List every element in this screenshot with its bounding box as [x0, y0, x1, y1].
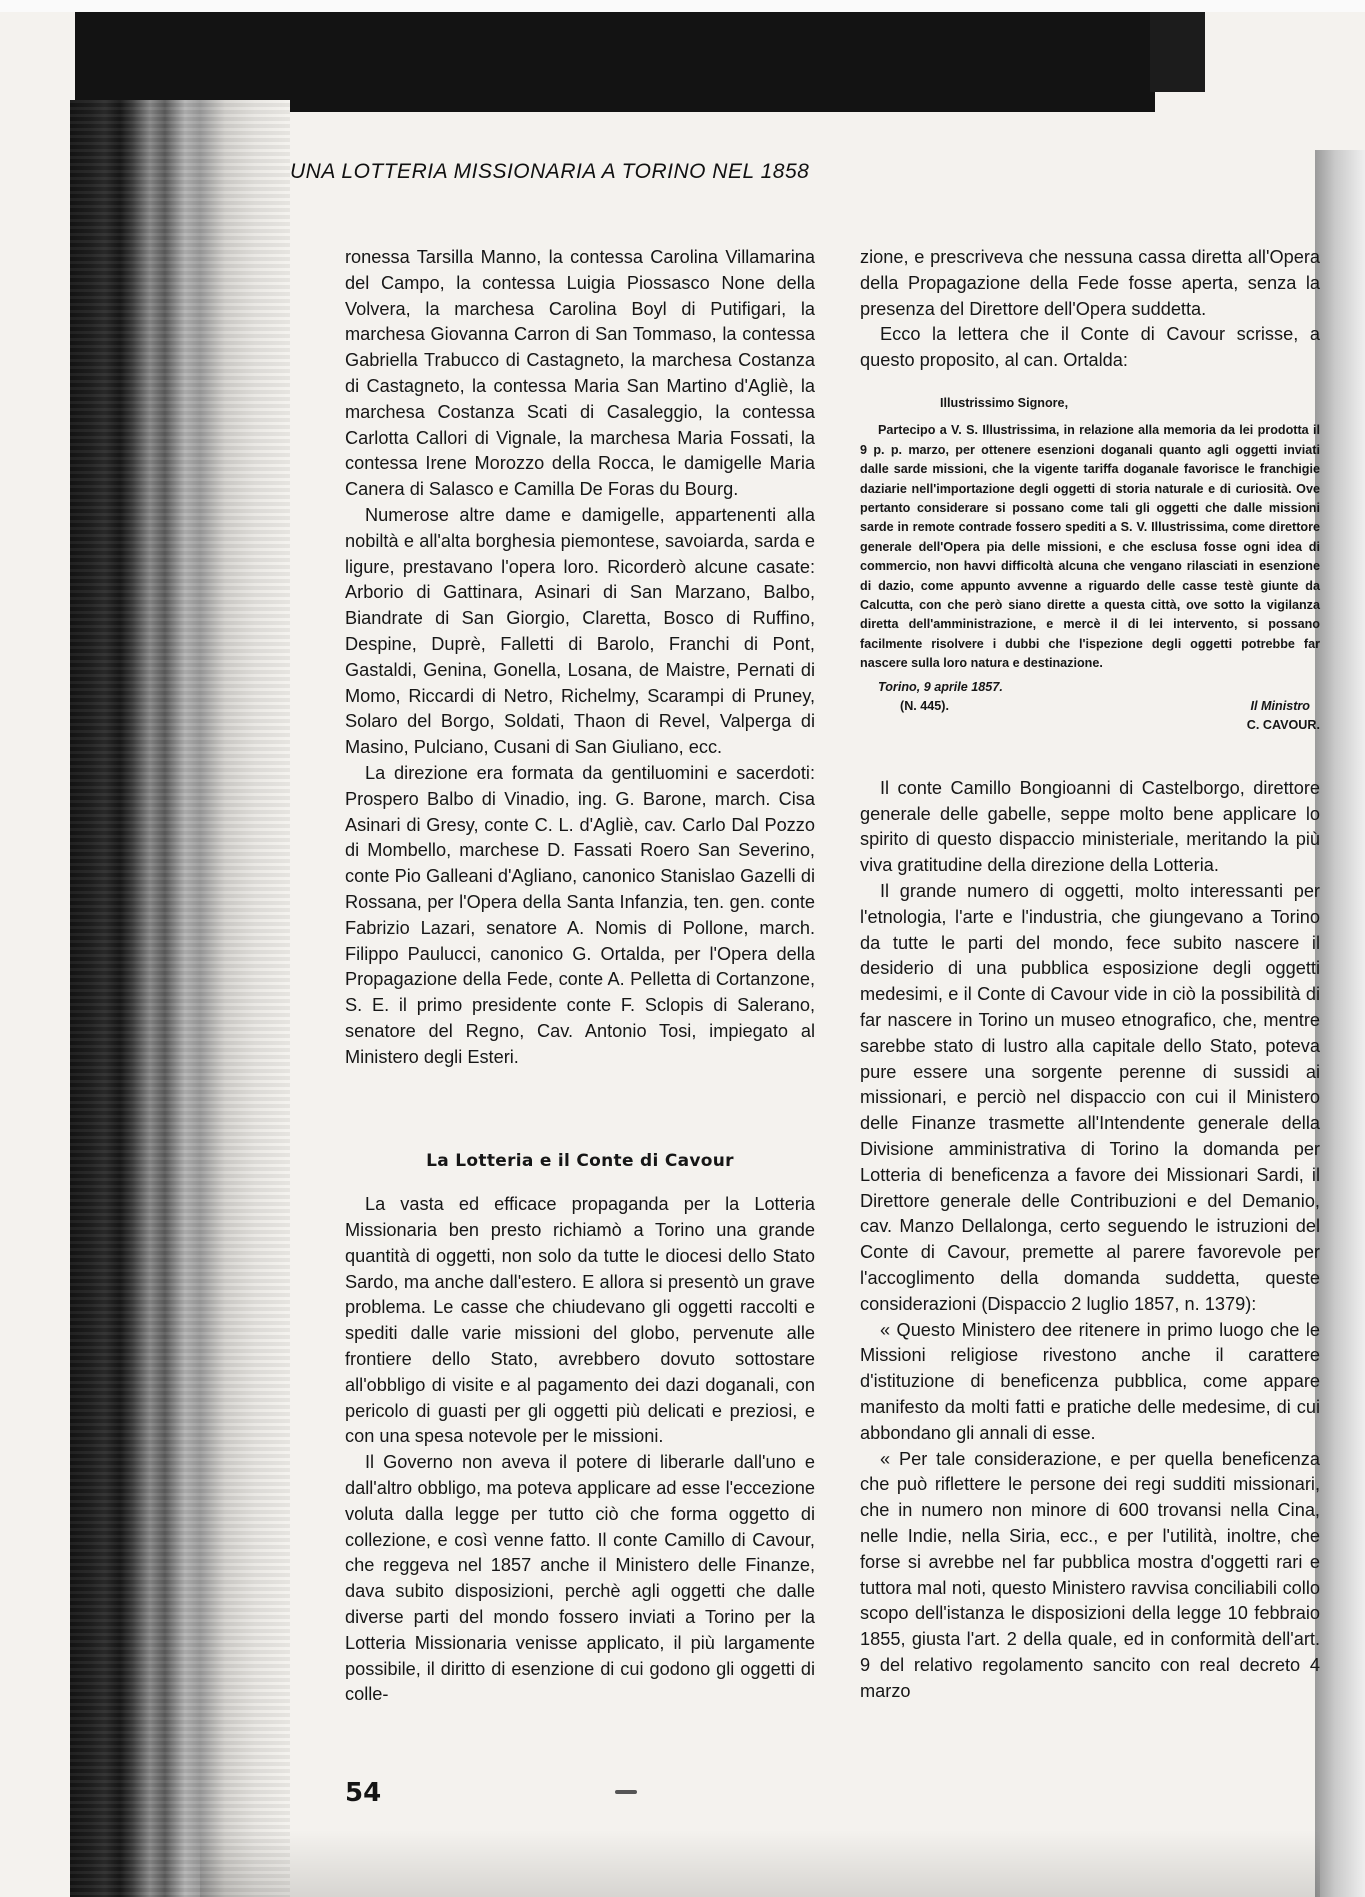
paragraph: Ecco la lettera che il Conte di Cavour scrisse, a questo proposito, al can. Ortalda:: [860, 324, 1320, 371]
paragraph: ronessa Tarsilla Manno, la contessa Carolina Villamarina del Campo, la contessa Luigia Piossasco None della Volvera, la marchesa Carolina Boyl di Putifigari, la marchesa Giovanna Carron di San Tommaso, la contessa Gabriella Trabucco di Castagneto, la marchesa Costanza di Castagneto, la contessa Maria San Martino d'Agliè, la marchesa Costanza Scati di Casaleggio, la contessa Carlotta Callori di Vignale, la marchesa Maria Fossati, la contessa Irene Morozzo della Rocca, le damigelle Maria Canera di Salasco e Camilla De Foras du Bourg.: [345, 247, 815, 500]
paragraph: « Per tale considerazione, e per quella beneficenza che può riflettere le persone dei regi sudditi missionari, che in numero non minore di 600 trovansi nella Cina, nelle Indie, nella Siria, ecc., e per l'utilità, inoltre, che forse si avrebbe nel far pubblica mostra d'oggetti rari e tuttora mal noti, questo Ministero ravvisa conciliabili collo scopo dell'istanza le disposizioni della legge 10 febbraio 1855, giusta l'art. 2 della quale, ed in conformità dell'art. 9 del relativo regolamento sancito con real decreto 4 marzo: [860, 1448, 1320, 1701]
letter-signature-row: [900, 697, 1320, 716]
letter-number: (N. 445).: [900, 699, 949, 714]
letter-date: Torino, 9 aprile 1857.: [878, 679, 1003, 694]
letter-salutation: Illustrissimo Signore,: [940, 395, 1069, 410]
scan-top-margin: [0, 0, 1365, 12]
left-column: [345, 245, 815, 1708]
scan-right-edge: [1315, 150, 1365, 1897]
letter-signature: C. CAVOUR.: [1246, 718, 1320, 733]
paragraph: Il grande numero di oggetti, molto interessanti per l'etnologia, l'arte e l'industria, che giungevano a Torino da tutte le parti del mondo, fece subito nascere il desiderio di una pubblica esposizione degli oggetti medesimi, e il Conte di Cavour vide in ciò la possibilità di far nascere in Torino un museo etnografico, che, mentre sarebbe stato di lustro alla capitale dello Stato, poteva pure essere una sorgente perenne di sussidi ai missionari, e perciò nel dispaccio con cui il Ministero delle Finanze trasmette all'Intendente generale della Divisione amministrativa di Torino la domanda per Lotteria di beneficenza a favore dei Missionari Sardi, il Direttore generale delle Contribuzioni e del Demanio, cav. Manzo Dellalonga, certo seguendo le istruzioni del Conte di Cavour, premette al parere favorevole per l'accoglimento della domanda suddetta, queste considerazioni (Dispaccio 2 luglio 1857, n. 1379):: [860, 881, 1320, 1314]
book-binding-shadow: [70, 100, 290, 1897]
paragraph: La direzione era formata da gentiluomini e sacerdoti: Prospero Balbo di Vinadio, ing. G. Barone, march. Cisa Asinari di Gresy, conte C. L. d'Agliè, cav. Carlo Dal Pozzo di Mombello, marchese D. Fassati Roero San Severino, conte Pio Galleani d'Agliano, canonico Stanislao Gazelli di Rossana, per l'Opera della Santa Infanzia, ten. gen. conte Fabrizio Lazari, senatore A. Nomis di Pollone, march. Filippo Paulucci, canonico G. Ortalda, per l'Opera della Propagazione della Fede, conte A. Pelletta di Cortanzone, S. E. il primo presidente conte F. Sclopis di Salerano, senatore del Regno, Cav. Antonio Tosi, impiegato al Ministero degli Esteri.: [345, 762, 815, 1067]
scan-bottom-shadow: [200, 1830, 1320, 1897]
paragraph: Il conte Camillo Bongioanni di Castelborgo, direttore generale delle gabelle, seppe molto bene applicare lo spirito di questo dispaccio ministeriale, meritando la più viva gratitudine della direzione della Lotteria.: [860, 777, 1320, 876]
paragraph: Il Governo non aveva il potere di liberarle dall'uno e dall'altro obbligo, ma poteva applicare ad esse l'eccezione voluta dalla legge per tutto ciò che forma oggetto di collezione, e così venne fatto. Il conte Camillo di Cavour, che reggeva nel 1857 anche il Ministero delle Finanze, dava subito disposizioni, perchè agli oggetti che dalle diverse parti del mondo fossero inviati a Torino per la Lotteria Missionaria venisse applicato, il più largamente possibile, il diritto di esenzione di cui godono gli oggetti di colle-: [345, 1452, 815, 1705]
right-column-body: [860, 776, 1320, 1705]
section-heading: La Lotteria e il Conte di Cavour: [426, 1150, 734, 1171]
letter-minister-title: Il Ministro: [1250, 699, 1310, 714]
paragraph: Numerose altre dame e damigelle, appartenenti alla nobiltà e all'alta borghesia piemontese, savoiarda, sarda e ligure, prestavano l'opera loro. Ricorderò alcune casate: Arborio di Gattinara, Asinari di San Marzano, Balbo, Biandrate di San Giorgio, Claretta, Bosco di Ruffino, Despine, Duprè, Falletti di Barolo, Franchi di Pont, Gastaldi, Genina, Gonella, Losana, de Maistre, Pernati di Momo, Riccardi di Netro, Richelmy, Scarampi di Pruney, Solaro del Borgo, Soldati, Thaon di Revel, Valperga di Masino, Pulciano, Cusani di San Giuliano, ecc.: [345, 504, 815, 758]
running-head: UNA LOTTERIA MISSIONARIA A TORINO NEL 1858: [290, 160, 810, 183]
scan-dark-edge: [75, 12, 1155, 112]
right-column: [860, 245, 1320, 1705]
paragraph: zione, e prescriveva che nessuna cassa diretta all'Opera della Propagazione della Fede fosse aperta, senza la presenza del Direttore dell'Opera suddetta.: [860, 247, 1320, 319]
scan-dark-edge-right: [1150, 12, 1205, 92]
page-number: 54: [345, 1778, 382, 1808]
paragraph: La vasta ed efficace propaganda per la Lotteria Missionaria ben presto richiamò a Torino una grande quantità di oggetti, non solo da tutte le diocesi dello Stato Sardo, ma anche dall'estero. E allora si presentò un grave problema. Le casse che chiudevano gli oggetti raccolti e spediti dalle varie missioni del globo, pervenute alle frontiere dello Stato, avrebbero dovuto sottostare all'obbligo di visite e al pagamento dei dazi doganali, con pericolo di guasti per gli oggetti più delicati e preziosi, e con una spesa notevole per le missioni.: [345, 1194, 815, 1447]
scan-smudge: [615, 1790, 637, 1794]
letter-body: Partecipo a V. S. Illustrissima, in relazione alla memoria da lei prodotta il 9 p. p. marzo, per ottenere esenzioni doganali quanto agli oggetti inviati dalle sarde missioni, che la vigente tariffa doganale favorisce le franchigie daziarie nell'importazione degli oggetti di storia naturale e di curiosità. Ove pertanto considerare si possano come tali gli oggetti che dalle missioni sarde in remote contrade fossero spediti a S. V. Illustrissima, come direttore generale dell'Opera pia delle missioni, e che esclusa fosse ogni idea di commercio, non havvi difficoltà alcuna che vengano rilasciati in esenzione di dazio, come appunto avvenne a riguardo delle casse testè giunte da Calcutta, con che però siano dirette a questa città, ove sotto la vigilanza diretta dell'amministrazione, e mercè il di lei intervento, si possano facilmente risolvere i dubbi che l'ispezione degli oggetti potrebbe far nascere sulla loro natura e destinazione.: [860, 423, 1320, 671]
quoted-letter: [860, 394, 1320, 736]
paragraph: « Questo Ministero dee ritenere in primo luogo che le Missioni religiose rivestono anche il carattere d'istituzione di beneficenza pubblica, come appare manifesto da molti fatti e pratiche delle medesime, di cui abbondano gli annali di esse.: [860, 1319, 1320, 1443]
